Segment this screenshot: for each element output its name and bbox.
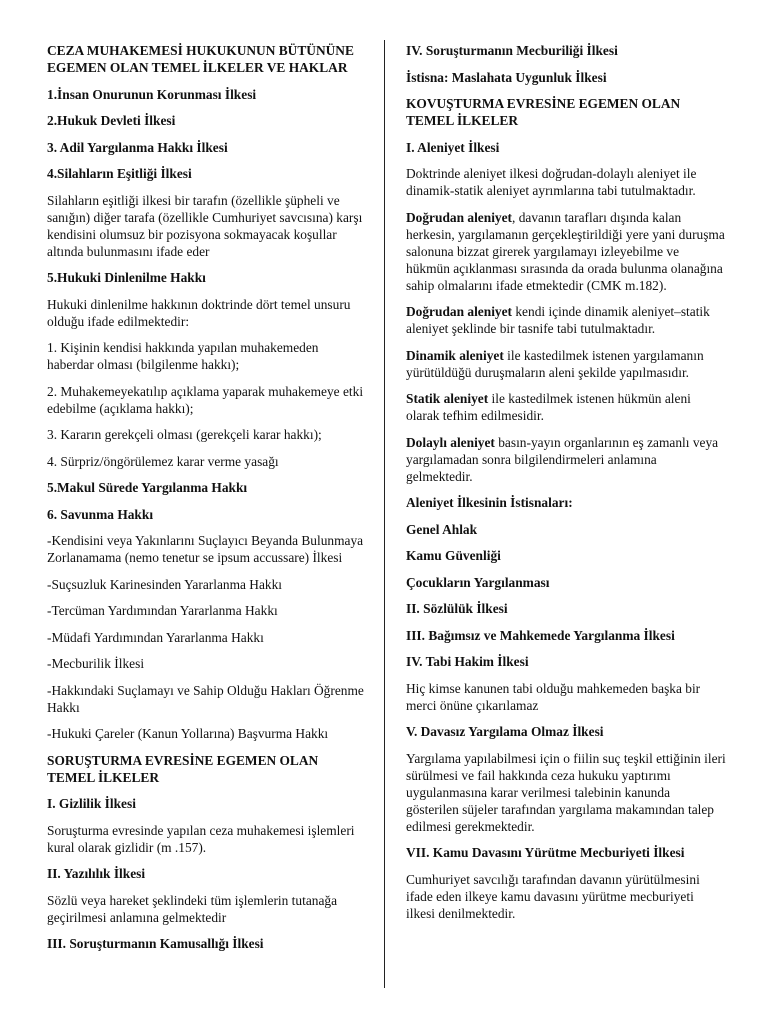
paragraph: Silahların eşitliği ilkesi bir tarafın (özellikle şüpheli ve sanığın) diğer tarafa (özellikle Cumhuriyet savcısına) karşı kendisini olumsuz bir pozisyona sokmayacak koşullar altında bulunmasını ifade eder [47, 192, 363, 259]
paragraph: -Tercüman Yardımından Yararlanma Hakkı [47, 603, 278, 618]
heading-ceza-muhakemesi-hukukunun-butunune-egeme: CEZA MUHAKEMESİ HUKUKUNUN BÜTÜNÜNE EGEMEN OLAN TEMEL İLKELER VE HAKLAR [47, 43, 354, 75]
heading-genel-ahlak: Genel Ahlak [406, 521, 478, 537]
paragraph [406, 434, 726, 485]
paragraph-body: , davanın tarafları dışında kalan herkesin, yargılamanın gerçekleştirildiği yere yani duruşma salonuna bizzat girerek yargılamayı izleyebilme ve hükmün açıklanması sırasında da orada bulunma olanağına sahip olmalarını ifade etmektedir (CMK m.182). [406, 209, 725, 293]
heading-5-hukuki-dinlenilme-hakki: 5.Hukuki Dinlenilme Hakkı [47, 270, 206, 285]
paragraph: -Müdafi Yardımından Yararlanma Hakkı [47, 629, 264, 645]
paragraph-body: kendi içinde dinamik aleniyet–statik aleniyet şeklinde bir tasnife tabi tutulmaktadır. [406, 304, 710, 336]
heading-iii-sorusturmanin-kamusalligi-ilkesi: III. Soruşturmanın Kamusallığı İlkesi [47, 936, 264, 951]
heading-kamu-guvenligi: Kamu Güvenliği [406, 548, 501, 563]
paragraph-lead-term: Doğrudan aleniyet [406, 304, 513, 319]
paragraph: -Mecburilik İlkesi [47, 656, 145, 671]
paragraph-lead-term: Doğrudan aleniyet [406, 209, 513, 225]
paragraph: Yargılama yapılabilmesi için o fiilin suç teşkil ettiğinin ileri sürülmesi ve fail hakkında ceza hukuku yaptırımı uygulanmasına karar verilmesi talebinin kanunda gösterilen süjeler tarafından yargılama makamından talep edilmesi gerekmektedir. [406, 750, 726, 834]
heading-iv-sorusturmanin-mecburiligi-ilkesi: IV. Soruşturmanın Mecburiliği İlkesi [406, 43, 618, 58]
heading-aleniyet-ilkesinin-istisnalari: Aleniyet İlkesinin İstisnaları: [406, 495, 573, 510]
heading-3-adil-yargilanma-hakki-ilkesi: 3. Adil Yargılanma Hakkı İlkesi [47, 139, 228, 155]
paragraph: -Suçsuzluk Karinesinden Yararlanma Hakkı [47, 576, 283, 592]
paragraph: 3. Kararın gerekçeli olması (gerekçeli karar hakkı); [47, 427, 322, 442]
paragraph [406, 347, 726, 381]
heading-cocuklarin-yargilanmasi: Çocukların Yargılanması [406, 574, 550, 590]
paragraph-lead-term: Dinamik aleniyet [406, 347, 504, 363]
heading-iv-tabi-hakim-ilkesi: IV. Tabi Hakim İlkesi [406, 654, 529, 669]
heading-istisna-maslahata-uygunluk-ilkesi: İstisna: Maslahata Uygunluk İlkesi [406, 69, 607, 85]
paragraph [406, 209, 726, 294]
heading-ii-sozluluk-ilkesi: II. Sözlülük İlkesi [406, 601, 508, 616]
paragraph-body: basın-yayın organlarının eş zamanlı veya yargılamadan sonra bilgilendirmeleri anlamına gelmektedir. [406, 434, 719, 484]
heading-6-savunma-hakki: 6. Savunma Hakkı [47, 506, 154, 522]
paragraph: 4. Sürpriz/öngörülemez karar verme yasağı [47, 453, 279, 469]
heading-i-aleniyet-ilkesi: I. Aleniyet İlkesi [406, 139, 500, 155]
left-column [47, 42, 365, 962]
heading-2-hukuk-devleti-ilkesi: 2.Hukuk Devleti İlkesi [47, 113, 176, 128]
right-column [406, 42, 726, 931]
paragraph [406, 390, 726, 424]
paragraph: 1. Kişinin kendisi hakkında yapılan muhakemeden haberdar olması (bilgilenme hakkı); [47, 340, 319, 372]
paragraph-lead-term: Statik aleniyet [406, 391, 489, 406]
paragraph: Cumhuriyet savcılığı tarafından davanın yürütülmesini ifade eden ilkeye kamu davasını yürütme mecburiyeti ilkesi denilmektedir. [406, 871, 700, 921]
paragraph [406, 303, 726, 337]
paragraph-lead-term: Dolaylı aleniyet [406, 434, 495, 450]
column-divider [384, 40, 385, 988]
paragraph: Hiç kimse kanunen tabi olduğu mahkemeden başka bir merci önüne çıkarılamaz [406, 680, 701, 713]
paragraph: -Hakkındaki Suçlamayı ve Sahip Olduğu Hakları Öğrenme Hakkı [47, 682, 364, 715]
paragraph: -Hukuki Çareler (Kanun Yollarına) Başvurma Hakkı [47, 726, 329, 741]
paragraph: Sözlü veya hareket şeklindeki tüm işlemlerin tutanağa geçirilmesi anlamına gelmektedir [47, 892, 338, 925]
heading-4-silahlarin-esitligi-ilkesi: 4.Silahların Eşitliği İlkesi [47, 166, 192, 181]
heading-vii-kamu-davasini-yurutme-mecburiyeti-il: VII. Kamu Davasını Yürütme Mecburiyeti İlkesi [406, 845, 685, 860]
heading-sorusturma-evresine-egemen-olan-temel-il: SORUŞTURMA EVRESİNE EGEMEN OLAN TEMEL İLKELER [47, 752, 319, 785]
heading-ii-yazililik-ilkesi: II. Yazılılık İlkesi [47, 866, 146, 881]
paragraph: 2. Muhakemeyekatılıp açıklama yaparak muhakemeye etki edebilme (açıklama hakkı); [47, 383, 364, 416]
paragraph: Soruşturma evresinde yapılan ceza muhakemesi işlemleri kural olarak gizlidir (m .157). [47, 822, 355, 855]
paragraph: Doktrinde aleniyet ilkesi doğrudan-dolaylı aleniyet ile dinamik-statik aleniyet ayrımlarına tabi tutulmaktadır. [406, 166, 697, 198]
paragraph: Hukuki dinlenilme hakkının doktrinde dört temel unsuru olduğu ifade edilmektedir: [47, 296, 351, 329]
heading-1-insan-onurunun-korunmasi-ilkesi: 1.İnsan Onurunun Korunması İlkesi [47, 86, 257, 102]
paragraph-body: ile kastedilmek istenen hükmün aleni olarak tefhim edilmesidir. [406, 391, 691, 423]
heading-iii-bagimsiz-ve-mahkemede-yargilanma-ilk: III. Bağımsız ve Mahkemede Yargılanma İlkesi [406, 627, 675, 643]
paragraph: -Kendisini veya Yakınlarını Suçlayıcı Beyanda Bulunmaya Zorlanamama (nemo tenetur se ipsum accussare) İlkesi [47, 533, 364, 565]
heading-i-gizlilik-ilkesi: I. Gizlilik İlkesi [47, 796, 136, 811]
heading-5-makul-surede-yargilanma-hakki: 5.Makul Sürede Yargılanma Hakkı [47, 480, 248, 495]
paragraph-body: ile kastedilmek istenen yargılamanın yürütüldüğü duruşmaların aleni şekilde yapılmasıdır. [406, 347, 704, 380]
heading-v-davasiz-yargilama-olmaz-ilkesi: V. Davasız Yargılama Olmaz İlkesi [406, 724, 604, 739]
heading-kovusturma-evresine-egemen-olan-temel-il: KOVUŞTURMA EVRESİNE EGEMEN OLAN TEMEL İLKELER [406, 96, 681, 128]
